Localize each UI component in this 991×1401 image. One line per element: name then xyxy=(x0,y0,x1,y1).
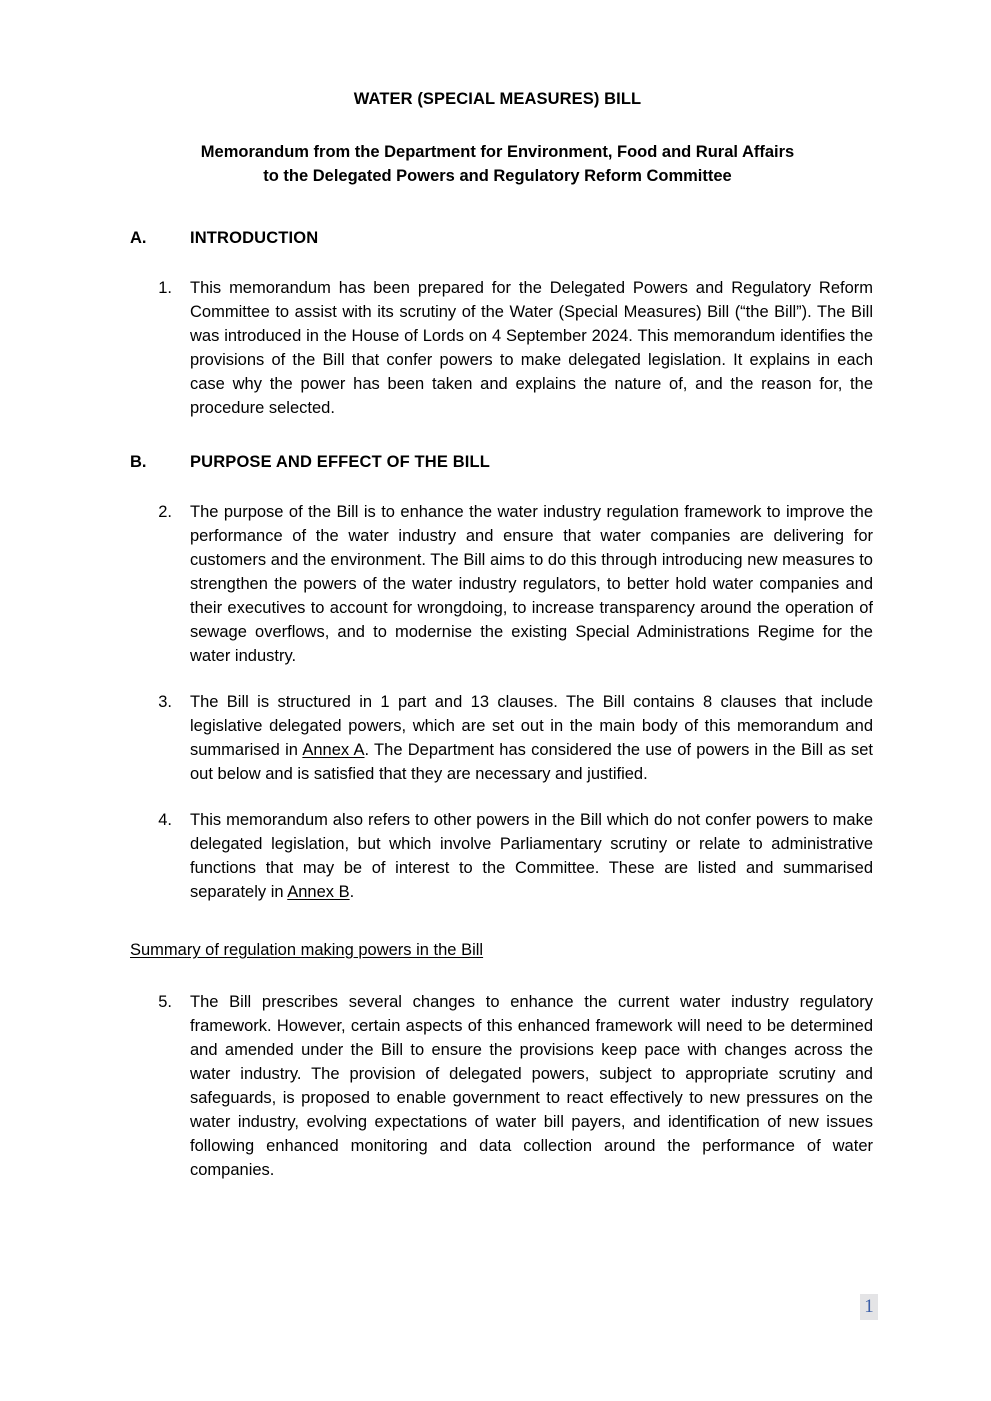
spacer xyxy=(0,786,991,808)
document-subtitle-line-2: to the Delegated Powers and Regulatory Reform Committee xyxy=(263,167,732,185)
section-label-purpose: PURPOSE AND EFFECT OF THE BILL xyxy=(190,453,490,471)
document-subtitle xyxy=(130,110,865,188)
paragraph-4-text-before: This memorandum also refers to other powers in the Bill which do not confer powers to make delegated legislation, but which involve Parliamentary scrutiny or relate to administrative functions that may be of interest to the Committee. These are listed and summarised separately in xyxy=(190,811,873,901)
spacer xyxy=(0,668,991,690)
document-title: WATER (SPECIAL MEASURES) BILL xyxy=(353,90,642,108)
section-label-introduction: INTRODUCTION xyxy=(190,229,319,247)
paragraph-4 xyxy=(0,808,991,904)
paragraph-2 xyxy=(0,500,991,668)
document-subtitle-line-1: Memorandum from the Department for Environment, Food and Rural Affairs xyxy=(200,143,795,161)
section-heading-purpose xyxy=(0,450,991,474)
paragraph-4-text-after: . xyxy=(349,883,355,901)
paragraph-4-number: 4. xyxy=(158,811,172,829)
paragraph-5 xyxy=(0,990,991,1182)
document-body xyxy=(0,226,991,1182)
spacer xyxy=(0,250,991,276)
paragraph-3-text-before: The Bill is structured in 1 part and 13 clauses. The Bill contains 8 clauses that include legislative delegated powers, which are set out in the main body of this memorandum and summarised in xyxy=(190,693,873,759)
paragraph-5-number: 5. xyxy=(158,993,172,1011)
paragraph-2-text: The purpose of the Bill is to enhance the water industry regulation framework to improve the performance of the water industry and ensure that water companies are delivering for customers and the environment. The Bill aims to do this through introducing new measures to strengthen the powers of the water industry regulators, to better hold water companies and their executives to account for wrongdoing, to increase transparency around the operation of sewage overflows, and to modernise the existing Special Administrations Regime for the water industry. xyxy=(190,503,873,665)
paragraph-1-number: 1. xyxy=(158,279,172,297)
section-letter-a: A. xyxy=(130,229,147,247)
paragraph-3-number: 3. xyxy=(158,693,172,711)
subheading-summary-label: Summary of regulation making powers in the Bill xyxy=(130,941,484,959)
spacer xyxy=(0,962,991,990)
section-heading-introduction xyxy=(0,226,991,250)
paragraph-1 xyxy=(0,276,991,420)
paragraph-3 xyxy=(0,690,991,786)
paragraph-3-text-after: . The Department has considered the use of powers in the Bill as set out below and is satisfied that they are necessary and justified. xyxy=(190,741,873,783)
paragraph-3-text xyxy=(190,690,873,786)
spacer xyxy=(0,420,991,450)
annex-b-reference[interactable]: Annex B xyxy=(287,883,350,901)
annex-a-reference[interactable]: Annex A xyxy=(302,741,365,759)
paragraph-4-text xyxy=(190,808,873,904)
spacer xyxy=(0,904,991,938)
subheading-summary xyxy=(0,938,991,962)
paragraph-1-text: This memorandum has been prepared for the Delegated Powers and Regulatory Reform Committee to assist with its scrutiny of the Water (Special Measures) Bill (“the Bill”). The Bill was introduced in the House of Lords on 4 September 2024. This memorandum identifies the provisions of the Bill that confer powers to make delegated legislation. It explains in each case why the power has been taken and explains the nature of, and the reason for, the procedure selected. xyxy=(190,279,873,417)
page-number: 1 xyxy=(860,1294,878,1320)
spacer xyxy=(0,474,991,500)
paragraph-5-text: The Bill prescribes several changes to enhance the current water industry regulatory framework. However, certain aspects of this enhanced framework will need to be determined and amended under the Bill to ensure the provisions keep pace with changes across the water industry. The provision of delegated powers, subject to appropriate scrutiny and safeguards, is proposed to enable government to react effectively to new pressures on the water industry, evolving expectations of water bill payers, and identification of new issues following enhanced monitoring and data collection around the performance of water companies. xyxy=(190,993,873,1179)
section-letter-b: B. xyxy=(130,453,147,471)
title-block xyxy=(130,88,865,188)
paragraph-2-number: 2. xyxy=(158,503,172,521)
